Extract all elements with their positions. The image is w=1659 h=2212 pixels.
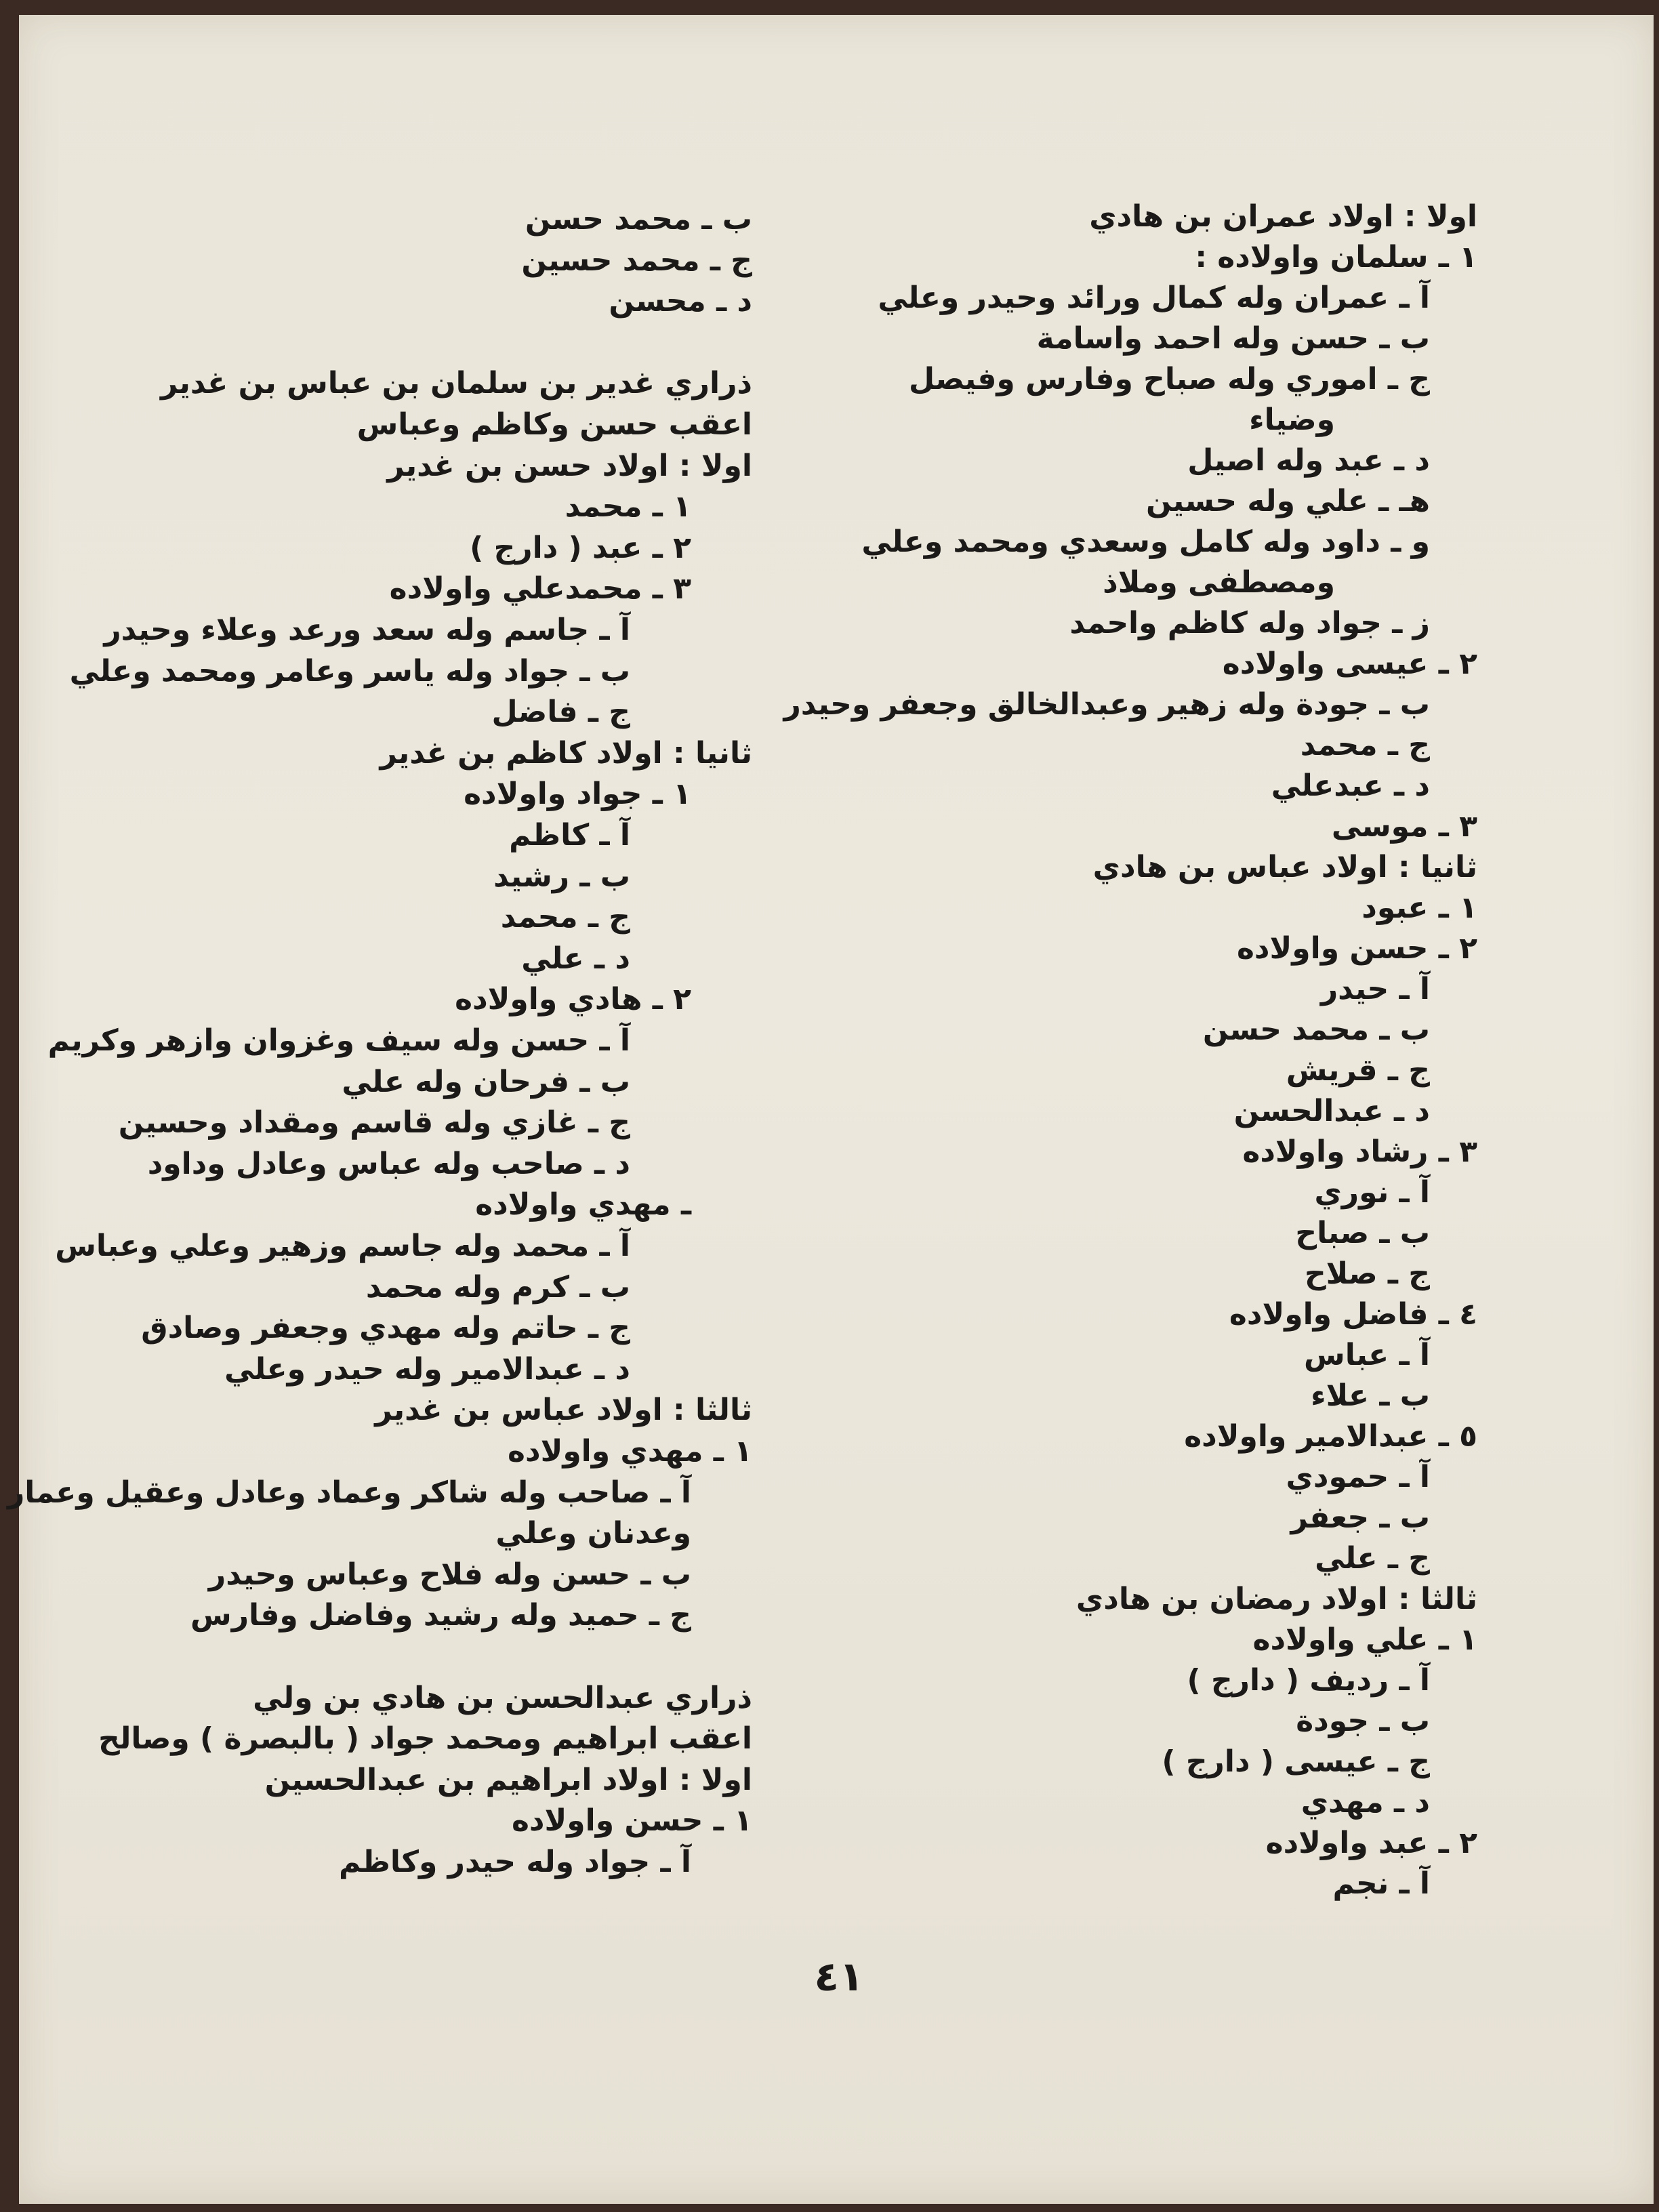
text-line: آ ـ جاسم وله سعد ورعد وعلاء وحيدر xyxy=(104,613,630,647)
text-line: ١ ـ عبود xyxy=(1361,890,1477,925)
text-line: ج ـ حميد وله رشيد وفاضل وفارس xyxy=(190,1598,691,1633)
text-line: ب ـ جعفر xyxy=(1290,1500,1430,1535)
text-line: ب ـ كرم وله محمد xyxy=(365,1269,630,1305)
text-line: ج ـ فاضل xyxy=(491,695,630,730)
text-line: آ ـ جواد وله حيدر وكاظم xyxy=(338,1845,691,1879)
text-line: ب ـ علاء xyxy=(1311,1378,1430,1413)
text-line: وعدنان وعلي xyxy=(495,1516,691,1551)
text-line: ٥ ـ عبدالامير واولاده xyxy=(1184,1419,1477,1454)
text-line: ٣ ـ رشاد واولاده xyxy=(1242,1134,1477,1169)
text-line: د ـ عبدالامير وله حيدر وعلي xyxy=(224,1351,630,1387)
text-line: ج ـ صلاح xyxy=(1304,1256,1430,1291)
page-number: ٤١ xyxy=(814,1953,864,2001)
text-line: ـ مهدي واولاده xyxy=(475,1187,691,1223)
text-line: ذراري غدير بن سلمان بن عباس بن غدير xyxy=(160,366,752,401)
text-line: آ ـ نجم xyxy=(1332,1866,1430,1901)
text-line: ج ـ حاتم وله مهدي وجعفر وصادق xyxy=(141,1311,630,1346)
text-line: آ ـ حيدر xyxy=(1320,972,1430,1006)
text-line: ب ـ جواد وله ياسر وعامر ومحمد وعلي xyxy=(69,653,630,689)
text-line: د ـ مهدي xyxy=(1300,1785,1430,1820)
text-line: هـ ـ علي وله حسين xyxy=(1146,484,1430,518)
text-line: ١ ـ علي واولاده xyxy=(1252,1622,1477,1657)
text-line: آ ـ عمران وله كمال ورائد وحيدر وعلي xyxy=(878,281,1430,315)
text-line: ب ـ محمد حسن xyxy=(525,202,752,237)
text-line: اولا : اولاد ابراهيم بن عبدالحسين xyxy=(264,1762,752,1797)
text-line: د ـ محسن xyxy=(609,284,752,319)
text-line: آ ـ حسن وله سيف وغزوان وازهر وكريم xyxy=(47,1023,630,1058)
text-line: د ـ عبدعلي xyxy=(1271,769,1430,803)
text-line: ب ـ جودة وله زهير وعبدالخالق وجعفر وحيدر xyxy=(783,687,1430,722)
text-line: آ ـ عباس xyxy=(1303,1338,1430,1372)
text-line: د ـ عبدالحسن xyxy=(1233,1094,1430,1128)
text-line: آ ـ صاحب وله شاكر وعماد وعادل وعقيل وعمار xyxy=(7,1475,691,1510)
text-line: ب ـ حسن وله احمد واسامة xyxy=(1036,321,1430,356)
text-line: آ ـ نوري xyxy=(1314,1175,1430,1210)
text-line: و ـ داود وله كامل وسعدي ومحمد وعلي xyxy=(861,525,1430,559)
text-line: ٢ ـ عبد ( دارج ) xyxy=(470,530,691,565)
text-line: آ ـ كاظم xyxy=(509,818,630,853)
text-line: ج ـ محمد حسين xyxy=(521,243,752,278)
text-line: ٢ ـ عبد واولاده xyxy=(1265,1826,1477,1860)
text-line: ثالثا : اولاد رمضان بن هادي xyxy=(1076,1582,1477,1616)
text-line: ٢ ـ هادي واولاده xyxy=(455,982,691,1017)
text-line: ب ـ صباح xyxy=(1295,1216,1430,1250)
text-line: ج ـ علي xyxy=(1315,1541,1430,1576)
text-line: ٣ ـ محمدعلي واولاده xyxy=(389,571,691,607)
text-line: ثانيا : اولاد عباس بن هادي xyxy=(1092,850,1477,884)
text-line: ب ـ محمد حسن xyxy=(1202,1012,1430,1047)
text-line: ب ـ فرحان وله علي xyxy=(342,1064,630,1099)
text-line: ج ـ اموري وله صباح وفارس وفيصل xyxy=(909,362,1430,396)
text-line: اعقب ابراهيم ومحمد جواد ( بالبصرة ) وصالح xyxy=(98,1721,752,1757)
text-line: ثانيا : اولاد كاظم بن غدير xyxy=(380,735,752,771)
text-line: ٢ ـ عيسى واولاده xyxy=(1222,647,1477,681)
text-line: آ ـ رديف ( دارج ) xyxy=(1187,1663,1430,1698)
text-line: ز ـ جواد وله كاظم واحمد xyxy=(1069,606,1430,640)
text-line: ج ـ عيسى ( دارج ) xyxy=(1162,1744,1430,1779)
text-line: ب ـ رشيد xyxy=(493,859,630,894)
text-line: اعقب حسن وكاظم وعباس xyxy=(356,407,752,442)
text-line: اولا : اولاد حسن بن غدير xyxy=(387,448,752,483)
text-line: ذراري عبدالحسن بن هادي بن ولي xyxy=(253,1680,752,1715)
text-line: ب ـ جودة xyxy=(1296,1704,1430,1738)
text-line: ٢ ـ حسن واولاده xyxy=(1236,931,1477,966)
text-line: آ ـ حمودي xyxy=(1286,1460,1430,1494)
text-line: وضياء xyxy=(1249,403,1335,437)
text-line: ومصطفى وملاذ xyxy=(1103,565,1335,600)
text-line: ١ ـ سلمان واولاده : xyxy=(1195,240,1477,274)
text-line: ج ـ محمد xyxy=(1300,728,1430,762)
text-line: ١ ـ مهدي واولاده xyxy=(508,1434,752,1469)
text-line: ١ ـ محمد xyxy=(565,489,691,525)
text-line: ٣ ـ موسى xyxy=(1331,809,1477,844)
book-page xyxy=(7,15,1654,2204)
text-line: ٤ ـ فاضل واولاده xyxy=(1229,1297,1477,1332)
text-line: د ـ صاحب وله عباس وعادل وداود xyxy=(147,1146,630,1181)
text-line: آ ـ محمد وله جاسم وزهير وعلي وعباس xyxy=(55,1229,630,1263)
text-line: ج ـ غازي وله قاسم ومقداد وحسين xyxy=(118,1105,630,1141)
text-line: اولا : اولاد عمران بن هادي xyxy=(1089,199,1477,234)
text-line: ج ـ قريش xyxy=(1286,1053,1430,1088)
text-line: د ـ علي xyxy=(521,941,630,976)
text-line: د ـ عبد وله اصيل xyxy=(1187,443,1430,478)
text-line: ج ـ محمد xyxy=(500,900,630,935)
text-line: ب ـ حسن وله فلاح وعباس وحيدر xyxy=(208,1557,691,1592)
text-line: ١ ـ حسن واولاده xyxy=(511,1803,752,1839)
text-line: ثالثا : اولاد عباس بن غدير xyxy=(375,1393,752,1428)
text-line: ١ ـ جواد واولاده xyxy=(464,777,691,812)
